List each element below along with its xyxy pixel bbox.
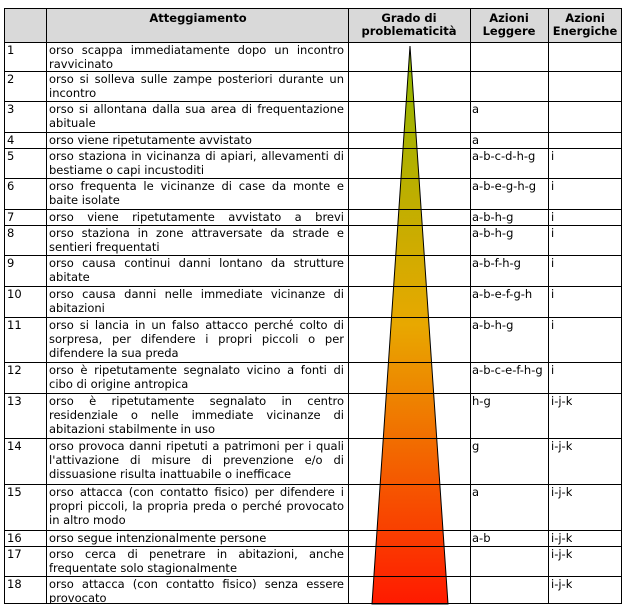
light-actions: a bbox=[472, 485, 480, 499]
row-number: 13 bbox=[7, 394, 22, 408]
row-number: 9 bbox=[7, 256, 15, 270]
light-actions: a bbox=[472, 102, 480, 116]
attitude-text: orso cerca di penetrare in abitazioni, anche frequentate solo stagionalmente bbox=[49, 547, 344, 575]
row-number: 1 bbox=[7, 43, 15, 57]
light-actions: h-g bbox=[472, 394, 491, 408]
attitude-text: orso attacca (con contatto fisico) senza essere provocato bbox=[49, 577, 344, 604]
light-actions: g bbox=[472, 439, 480, 453]
energetic-actions: i-j-k bbox=[551, 531, 573, 545]
attitude-text: orso frequenta le vicinanze di case da monte e baite isolate bbox=[49, 179, 344, 207]
attitude-text: orso è ripetutamente segnalato vicino a fonti di cibo di origine antropica bbox=[49, 363, 344, 391]
light-actions: a bbox=[472, 133, 480, 147]
energetic-actions: i-j-k bbox=[551, 485, 573, 499]
row-number: 8 bbox=[7, 226, 15, 240]
row-number: 15 bbox=[7, 485, 22, 499]
attitude-text: orso scappa immediatamente dopo un incontro ravvicinato bbox=[49, 43, 344, 71]
energetic-actions: i-j-k bbox=[551, 547, 573, 561]
attitude-text: orso è ripetutamente segnalato in centro residenziale o nelle immediate vicinanze di abitazioni stabilmente in uso bbox=[49, 394, 344, 436]
energetic-actions: i bbox=[551, 318, 555, 332]
energetic-actions: i bbox=[551, 179, 555, 193]
row-number: 4 bbox=[7, 133, 15, 147]
light-actions: a-b-e-g-h-g bbox=[472, 179, 537, 193]
header-energetic-line2: Energiche bbox=[552, 24, 618, 38]
attitude-text: orso staziona in zone attraversate da strade e sentieri frequentati bbox=[49, 226, 344, 254]
table-border bbox=[4, 8, 622, 604]
attitude-text: orso si lancia in un falso attacco perché colto di sorpresa, per difendere i propri piccoli o per difendere la sua preda bbox=[49, 318, 344, 360]
light-actions: a-b-h-g bbox=[472, 226, 514, 240]
energetic-actions: i-j-k bbox=[551, 439, 573, 453]
header-light-line2: Leggere bbox=[482, 24, 536, 38]
light-actions: a-b-e-f-g-h bbox=[472, 287, 533, 301]
light-actions: a-b-h-g bbox=[472, 318, 514, 332]
attitude-text: orso causa danni nelle immediate vicinanze di abitazioni bbox=[49, 287, 344, 315]
attitude-text: orso segue intenzionalmente persone bbox=[49, 531, 267, 545]
energetic-actions: i bbox=[551, 363, 555, 377]
attitude-text: orso viene ripetutamente avvistato a brevi bbox=[49, 210, 344, 224]
attitude-text: orso si solleva sulle zampe posteriori durante un incontro bbox=[49, 72, 344, 100]
energetic-actions: i-j-k bbox=[551, 577, 573, 591]
light-actions: a-b-c-d-h-g bbox=[472, 149, 536, 163]
attitude-text: orso si allontana dalla sua area di frequentazione abituale bbox=[49, 102, 344, 130]
energetic-actions: i bbox=[551, 256, 555, 270]
attitude-text: orso provoca danni ripetuti a patrimoni per i quali l'attivazione di misure di prevenzione e/o di dissuasione risulta inattuabile o inefficace bbox=[49, 439, 344, 481]
header-energetic-line1: Azioni bbox=[565, 11, 605, 25]
row-number: 10 bbox=[7, 287, 22, 301]
energetic-actions: i-j-k bbox=[551, 394, 573, 408]
row-number: 7 bbox=[7, 210, 15, 224]
attitude-text: orso staziona in vicinanza di apiari, allevamenti di bestiame o capi incustoditi bbox=[49, 149, 344, 177]
energetic-actions: i bbox=[551, 210, 555, 224]
light-actions: a-b-f-h-g bbox=[472, 256, 521, 270]
row-number: 3 bbox=[7, 102, 15, 116]
header-degree-line1: Grado di bbox=[381, 11, 437, 25]
row-number: 14 bbox=[7, 439, 22, 453]
row-number: 16 bbox=[7, 531, 22, 545]
attitude-text: orso viene ripetutamente avvistato bbox=[49, 133, 252, 147]
header-attitude: Atteggiamento bbox=[149, 11, 247, 25]
row-number: 17 bbox=[7, 547, 22, 561]
row-number: 11 bbox=[7, 318, 22, 332]
row-number: 5 bbox=[7, 149, 15, 163]
header-degree-line2: problematicità bbox=[361, 24, 457, 38]
row-number: 6 bbox=[7, 179, 15, 193]
energetic-actions: i bbox=[551, 226, 555, 240]
light-actions: a-b bbox=[472, 531, 491, 545]
row-number: 2 bbox=[7, 72, 15, 86]
light-actions: a-b-h-g bbox=[472, 210, 514, 224]
energetic-actions: i bbox=[551, 287, 555, 301]
row-number: 12 bbox=[7, 363, 22, 377]
light-actions: a-b-c-e-f-h-g bbox=[472, 363, 543, 377]
row-number: 18 bbox=[7, 577, 22, 591]
header-light-line1: Azioni bbox=[489, 11, 529, 25]
energetic-actions: i bbox=[551, 149, 555, 163]
attitude-text: orso attacca (con contatto fisico) per difendere i propri piccoli, la propria preda o perché provocato in altro modo bbox=[49, 485, 344, 527]
bear-behaviour-table bbox=[4, 8, 622, 604]
attitude-text: orso causa continui danni lontano da strutture abitate bbox=[49, 256, 344, 284]
